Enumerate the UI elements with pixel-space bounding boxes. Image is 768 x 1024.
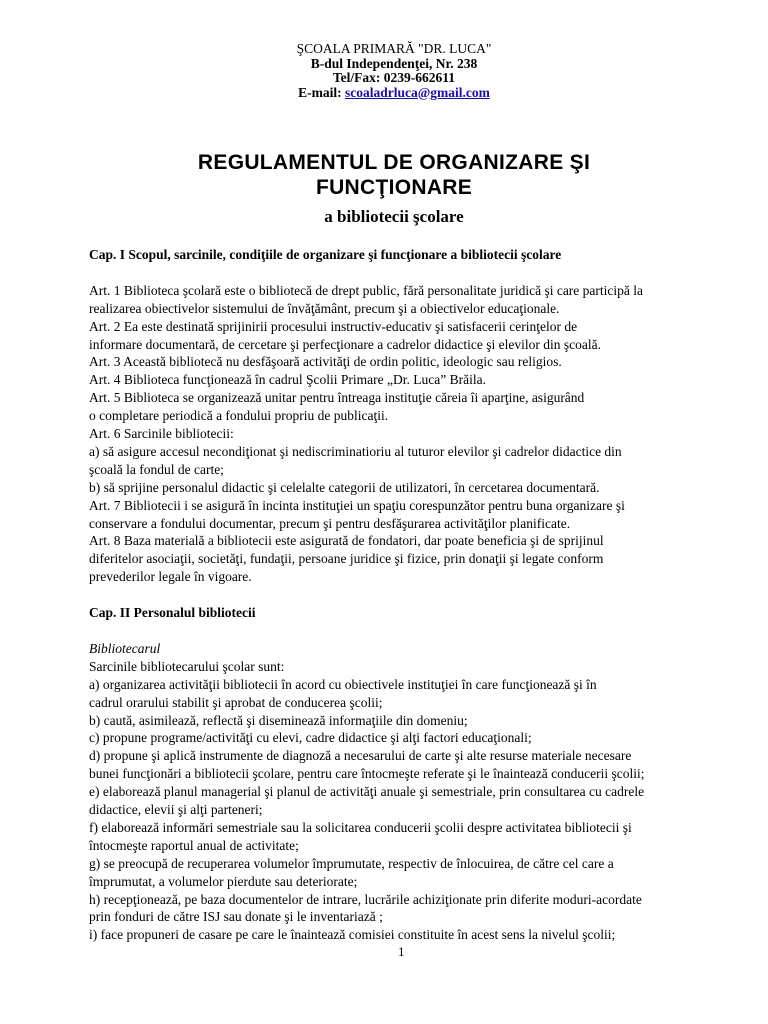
school-address: B-dul Independenţei, Nr. 238 bbox=[310, 55, 478, 71]
text-line: conservare a fondului documentar, precum şi pentru desfăşurarea activităţilor planificate. bbox=[89, 515, 571, 531]
text-line: a) să asigure accesul necondiţionat şi nediscriminatioriu al tuturor elevilor şi cadrelor didactice din bbox=[89, 443, 622, 459]
text-line: prin fonduri de către ISJ sau donate şi le inventariază ; bbox=[89, 909, 383, 925]
text-line: realizarea obiectivelor sistemului de învăţământ, precum şi a obiectivelor educaţionale. bbox=[89, 300, 560, 316]
email-label: E-mail: bbox=[298, 84, 345, 100]
title-line-2: FUNCŢIONARE bbox=[315, 176, 473, 199]
text-line: didactice, elevii şi alţi parteneri; bbox=[89, 802, 263, 818]
text-line: Art. 4 Biblioteca funcţionează în cadrul Şcolii Primare „Dr. Luca” Brăila. bbox=[89, 372, 486, 388]
school-email-line bbox=[0, 86, 768, 101]
text-line: bunei funcţionări a bibliotecii şcolare, pentru care întocmeşte referate şi le înaintează conducerii şcolii; bbox=[89, 766, 645, 782]
chapter-2-text bbox=[89, 658, 714, 945]
text-line: întocmeşte raportul anual de activitate; bbox=[89, 837, 299, 853]
text-line: i) face propuneri de casare pe care le înaintează comisiei constituite în acest sens la nivelul şcolii; bbox=[89, 927, 616, 943]
text-line: h) recepţionează, pe baza documentelor de intrare, lucrările achiziţionate prin diferite moduri-acordate bbox=[89, 891, 642, 907]
text-line: g) se preocupă de recuperarea volumelor împrumutate, respectiv de înlocuirea, de către cel care a bbox=[89, 855, 614, 871]
text-line: Art. 7 Bibliotecii i se asigură în incinta instituţiei un spaţiu corespunzător pentru buna organizare şi bbox=[89, 497, 625, 513]
text-line: împrumutat, a volumelor pierdute sau deteriorate; bbox=[89, 873, 358, 889]
text-line: b) caută, asimilează, reflectă şi diseminează informaţiile din domeniu; bbox=[89, 712, 468, 728]
chapter-2-heading: Cap. II Personalul bibliotecii bbox=[89, 605, 256, 621]
text-line: a) organizarea activităţii bibliotecii în acord cu obiectivele instituţiei în care funcţionează şi în bbox=[89, 676, 597, 692]
text-line: Sarcinile bibliotecarului şcolar sunt: bbox=[89, 658, 285, 674]
text-line: prevederilor legale în vigoare. bbox=[89, 569, 252, 585]
text-line: f) elaborează informări semestriale sau la solicitarea conducerii şcolii despre activitatea bibliotecii şi bbox=[89, 819, 632, 835]
chapter-1-heading: Cap. I Scopul, sarcinile, condiţiile de organizare şi funcţionare a bibliotecii şcolare bbox=[89, 247, 562, 262]
text-line: şcoală la fondul de carte; bbox=[89, 461, 224, 477]
school-header bbox=[0, 42, 768, 100]
section-subheading: Bibliotecarul bbox=[89, 640, 161, 656]
email-link[interactable]: scoaladrluca@gmail.com bbox=[344, 84, 490, 100]
document-body bbox=[89, 246, 714, 944]
text-line: diferitelor asociaţii, societăţi, fundaţii, persoane juridice şi fizice, prin donaţii şi legate conform bbox=[89, 551, 604, 567]
text-line: e) elaborează planul managerial şi planul de activităţi anuale şi semestriale, prin consultarea cu cadrele bbox=[89, 784, 645, 800]
school-name: ŞCOALA PRIMARĂ "DR. LUCA" bbox=[296, 41, 492, 56]
document-title bbox=[0, 150, 768, 200]
page-number: 1 bbox=[398, 944, 405, 959]
document-subtitle: a bibliotecii şcolare bbox=[324, 207, 464, 226]
text-line: Art. 3 Această bibliotecă nu desfăşoară activităţi de ordin politic, ideologic sau religios. bbox=[89, 354, 562, 370]
text-line: cadrul orarului stabilit şi aprobat de conducerea şcolii; bbox=[89, 694, 383, 710]
text-line: Art. 5 Biblioteca se organizează unitar pentru întreaga instituţie căreia îi aparţine, asigurând bbox=[89, 390, 585, 406]
text-line: b) să sprijine personalul didactic şi celelalte categorii de utilizatori, în cercetarea documentară. bbox=[89, 479, 600, 495]
text-line: Art. 8 Baza materială a bibliotecii este asigurată de fondatori, dar poate beneficia şi de sprijinul bbox=[89, 533, 604, 549]
text-line: informare documentară, de cercetare şi perfecţionare a cadrelor didactice şi elevilor din şcoală. bbox=[89, 336, 601, 352]
title-line-1: REGULAMENTUL DE ORGANIZARE ŞI bbox=[197, 151, 591, 174]
text-line: o completare periodică a fondului propriu de publicaţii. bbox=[89, 408, 389, 424]
text-line: c) propune programe/activităţi cu elevi, cadre didactice şi alţi factori educaţionali; bbox=[89, 730, 532, 746]
text-line: d) propune şi aplică instrumente de diagnoză a necesarului de carte şi alte resurse materiale necesare bbox=[89, 748, 632, 764]
school-phone: Tel/Fax: 0239-662611 bbox=[332, 70, 456, 85]
chapter-1-text bbox=[89, 282, 714, 586]
text-line: Art. 2 Ea este destinată sprijinirii procesului instructiv-educativ şi satisfacerii cerinţelor de bbox=[89, 318, 578, 334]
text-line: Art. 1 Biblioteca şcolară este o bibliotecă de drept public, fără personalitate juridică şi care participă la bbox=[89, 282, 644, 298]
text-line: Art. 6 Sarcinile bibliotecii: bbox=[89, 426, 234, 442]
